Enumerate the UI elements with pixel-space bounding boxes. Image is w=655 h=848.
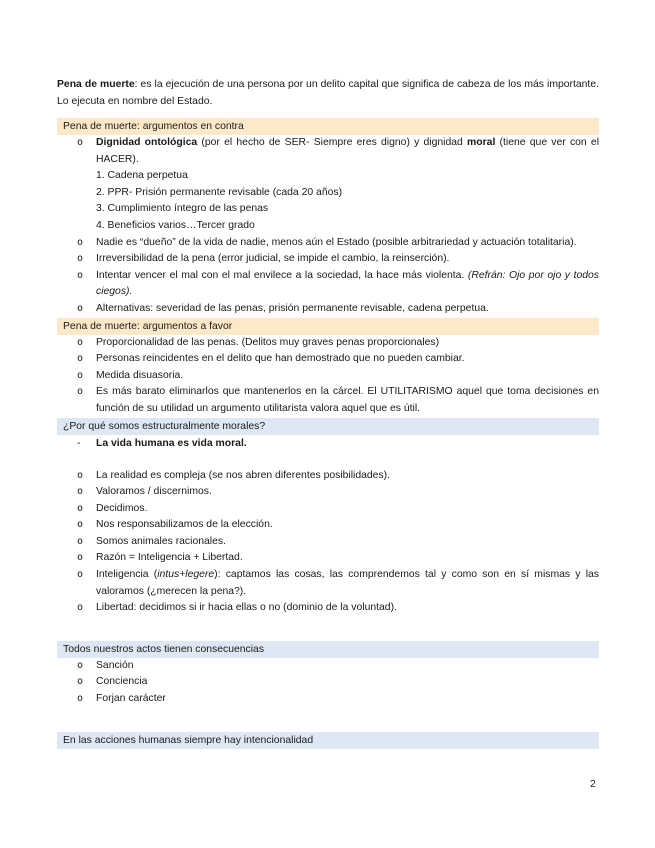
list-item: [96, 268, 599, 301]
list-item: [96, 135, 599, 235]
list-favor: [57, 335, 599, 418]
text-segment: Intentar vencer el mal con el mal envilece a la sociedad, la hace más violenta.: [96, 269, 468, 281]
bold-term-moral: moral: [467, 137, 496, 148]
document-page: [57, 76, 599, 749]
list-item: o Conciencia: [96, 674, 599, 691]
text-segment: (tiene que ver con el HACER).: [96, 137, 599, 165]
bold-term-dignidad-ontologica: Dignidad ontológica: [96, 137, 198, 148]
list-item: o Medida disuasoria.: [96, 368, 599, 385]
text-segment: Inteligencia (: [96, 569, 158, 581]
list-actos: [57, 658, 599, 708]
list-item: o Sanción: [96, 658, 599, 675]
list-item: o Nos responsabilizamos de la elección.: [96, 517, 599, 534]
dash-marker: -: [77, 437, 81, 449]
list-item: o Valoramos / discernimos.: [96, 484, 599, 501]
list-item: o Alternativas: severidad de las penas, prisión permanente revisable, cadena perpetua.: [96, 301, 599, 318]
intro-text: : es la ejecución de una persona por un delito capital que significa de cabeza de los más importante. Lo ejecuta en nombre del Estado.: [57, 79, 599, 107]
list-item: o Proporcionalidad de las penas. (Delitos muy graves penas proporcionales): [96, 335, 599, 352]
spacer: [57, 452, 599, 468]
page-number: 2: [590, 779, 596, 790]
section-heading-favor: Pena de muerte: argumentos a favor: [57, 318, 599, 335]
section-heading-contra: Pena de muerte: argumentos en contra: [57, 118, 599, 135]
list-contra: [57, 135, 599, 318]
intro-paragraph: [57, 76, 599, 110]
list-item: o Irreversibilidad de la pena (error judicial, se impide el cambio, la reinserción).: [96, 251, 599, 268]
section-heading-actos: Todos nuestros actos tienen consecuencias: [57, 641, 599, 658]
numbered-sublist: [96, 168, 599, 234]
sublist-item: 2. PPR- Prisión permanente revisable (cada 20 años): [96, 186, 343, 198]
spacer: [57, 617, 599, 641]
italic-intus-legere: intus+legere: [157, 569, 215, 581]
list-item: [96, 567, 599, 600]
sublist-item: 3. Cumplimiento íntegro de las penas: [96, 203, 269, 215]
list-item: o Nadie es “dueño” de la vida de nadie, menos aún el Estado (posible arbitrariedad y actuación totalitaria).: [96, 235, 599, 252]
text-segment: ): captamos las cosas, las comprendemos tal y como son en sí mismas y las valoramos (¿merecen la pena?).: [96, 569, 599, 597]
list-item: o La realidad es compleja (se nos abren diferentes posibilidades).: [96, 468, 599, 485]
section-heading-intencionalidad: En las acciones humanas siempre hay intencionalidad: [57, 732, 599, 749]
list-morales: [57, 468, 599, 617]
list-item: o Es más barato eliminarlos que mantenerlos en la cárcel. El UTILITARISMO aquel que toma decisiones en función de su utilidad un argumento utilitarista valora aquel que es útil.: [96, 384, 599, 417]
sublist-item: 1. Cadena perpetua: [96, 170, 188, 182]
section-heading-morales: ¿Por qué somos estructuralmente morales?: [57, 418, 599, 435]
list-item: o Libertad: decidimos si ir hacia ellas o no (dominio de la voluntad).: [96, 600, 599, 617]
list-item: o Personas reincidentes en el delito que han demostrado que no pueden cambiar.: [96, 351, 599, 368]
sublist-item: 4. Beneficios varios…Tercer grado: [96, 219, 255, 231]
list-item: o Decidimos.: [96, 501, 599, 518]
list-item: o Somos animales racionales.: [96, 534, 599, 551]
intro-term: Pena de muerte: [57, 79, 135, 90]
text-segment: (por el hecho de SER- Siempre eres digno) y dignidad: [197, 137, 468, 148]
list-item: o Razón = Inteligencia + Libertad.: [96, 550, 599, 567]
spacer: [57, 708, 599, 732]
list-item: o Forjan carácter: [96, 691, 599, 708]
dash-item: [57, 435, 599, 452]
dash-item-text: La vida humana es vida moral.: [96, 437, 247, 449]
italic-refran: (Refrán: Ojo por ojo y todos ciegos).: [96, 269, 599, 298]
